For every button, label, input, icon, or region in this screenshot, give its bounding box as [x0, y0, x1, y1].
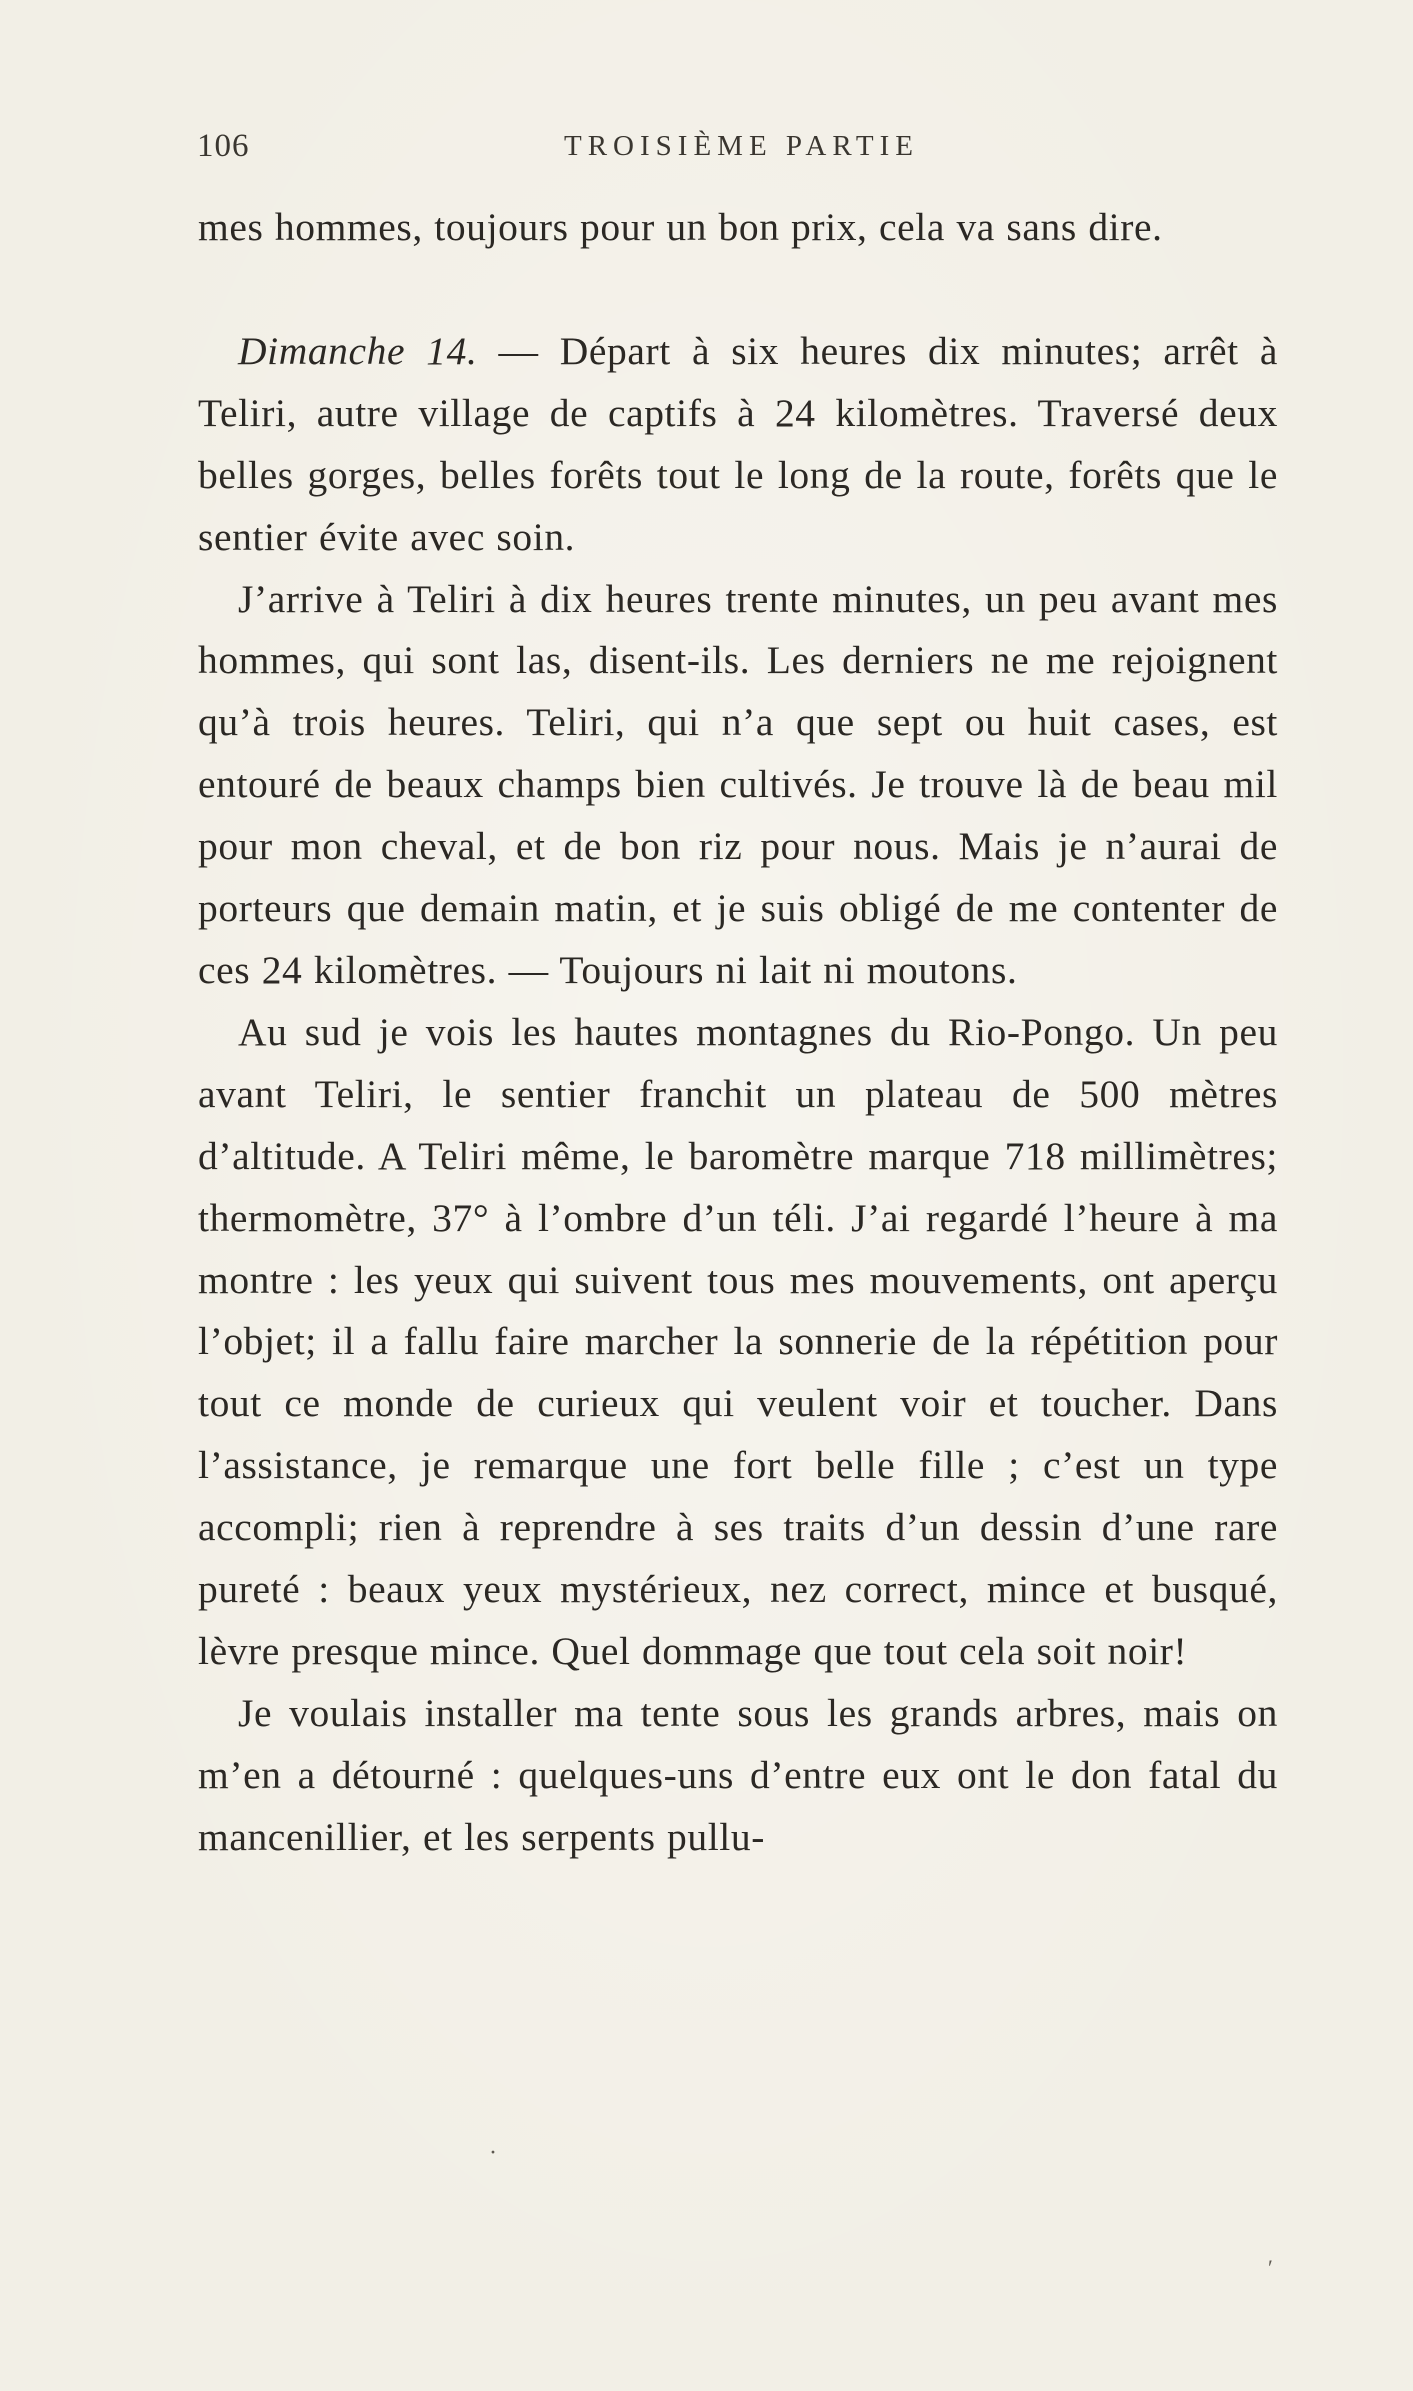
paragraph-observations: Au sud je vois les hautes montagnes du Rio-Pongo. Un peu avant Teliri, le sentier franchit un plateau de 500 mètres d’altitude. A Teliri même, le baromètre marque 718 millimètres; thermomètre, 37° à l’ombre d’un téli. J’ai regardé l’heure à ma montre : les yeux qui suivent tous mes mouvements, ont aperçu l’objet; il a fallu faire marcher la sonnerie de la répétition pour tout ce monde de curieux qui veulent voir et toucher. Dans l’assistance, je remarque une fort belle fille ; c’est un type accompli; rien à reprendre à ses traits d’un dessin d’une rare pureté : beaux yeux mystérieux, nez correct, mince et busqué, lèvre presque mince. Quel dommage que tout cela soit noir!: [198, 1009, 1278, 1673]
page-number: 106: [197, 128, 250, 164]
entry-text: — Départ à six heures dix minutes; arrêt à Teliri, autre village de captifs à 24 kilomètres. Traversé deux belles gorges, belles forêts tout le long de la route, forêts que le sentier évite avec soin.: [198, 328, 1278, 559]
running-title: TROISIÈME PARTIE: [564, 130, 920, 162]
paragraph-tent: Je voulais installer ma tente sous les grands arbres, mais on m’en a détourné : quelques-uns d’entre eux ont le don fatal du mancenillier, et les serpents pullu-: [198, 1690, 1278, 1859]
print-mark-tick: ′: [1268, 2255, 1273, 2280]
entry-date: Dimanche 14.: [238, 328, 478, 373]
print-mark-dot: ·: [489, 2140, 497, 2166]
body-text: [198, 197, 1278, 1869]
paragraph-dated-entry: [198, 321, 1278, 569]
page-header: [197, 128, 1277, 178]
paragraph-arrival: J’arrive à Teliri à dix heures trente minutes, un peu avant mes hommes, qui sont las, disent-ils. Les derniers ne me rejoignent qu’à trois heures. Teliri, qui n’a que sept ou huit cases, est entouré de beaux champs bien cultivés. Je trouve là de beau mil pour mon cheval, et de bon riz pour nous. Mais je n’aurai de porteurs que demain matin, et je suis obligé de me contenter de ces 24 kilomètres. — Toujours ni lait ni moutons.: [198, 576, 1278, 992]
paragraph-continuation: mes hommes, toujours pour un bon prix, cela va sans dire.: [198, 205, 1163, 249]
